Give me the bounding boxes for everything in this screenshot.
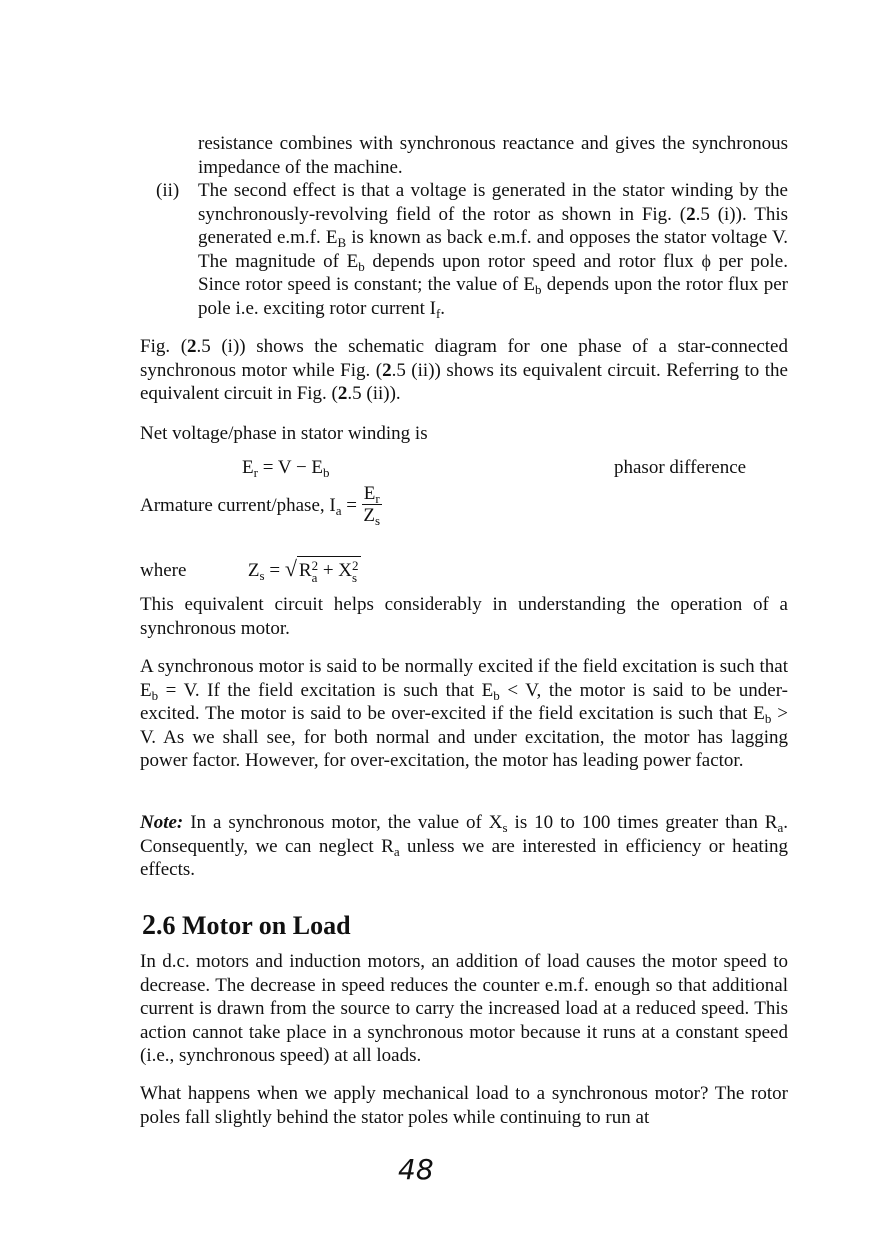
note-label: Note:: [140, 812, 184, 833]
section-heading: [142, 910, 351, 942]
paragraph-equivalent-circuit: This equivalent circuit helps considerably in understanding the operation of a synchronous motor.: [140, 594, 788, 639]
section-number: 2: [142, 910, 156, 941]
net-voltage-intro: Net voltage/phase in stator winding is: [140, 423, 428, 444]
item-ii-text: The second effect is that a voltage is generated in the stator winding by the synchronously-revolving field of the rotor as shown in Fig. (2.5 (i)). This generated e.m.f. $E_B$ is known as back e.m.f. and opposes the stator voltage V. The magnitude of $E_b$ depends upon rotor speed and rotor flux ϕ per pole. Since rotor speed is constant; the value of $E_b$ depends upon the rotor flux per pole i.e. exciting rotor current $I_f$.: [198, 180, 789, 321]
fig-ref: 2: [187, 336, 197, 357]
fig-ref: 2: [382, 359, 392, 381]
net-voltage-equation: $E_r = V - E_b$: [242, 457, 330, 480]
phasor-difference-note: phasor difference: [614, 457, 747, 478]
armature-current-equation: Armature current/phase, $I_a$ = $\frac{E_r}{Z_s}$: [140, 483, 381, 528]
where-label: where: [140, 560, 187, 581]
current-fraction: $\frac{E_r}{Z_s}$: [363, 483, 381, 528]
fig-ref: 2: [686, 203, 696, 225]
fig-ref: 2: [337, 383, 348, 404]
phi-symbol: ϕ: [701, 250, 711, 271]
item-ii-marker: (ii): [156, 180, 180, 201]
square-root: √ R 2 a + X 2 s: [284, 556, 359, 585]
item-i-continuation: resistance combines with synchronous reactance and gives the synchronous impedance of the machine.: [198, 133, 788, 178]
page-number: 48: [398, 1153, 434, 1186]
paragraph-figure-reference: Fig. (2.5 (i)) shows the schematic diagram for one phase of a star-connected synchronous motor while Fig. (2.5 (ii)) shows its equivalent circuit. Referring to the equivalent circuit in Fig. (2.5 (ii)).: [140, 336, 788, 404]
note-paragraph: Note: In a synchronous motor, the value of $X_s$ is 10 to 100 times greater than $R_a$. Consequently, we can neglect $R_a$ unless we are interested in efficiency or heating effects.: [140, 812, 788, 880]
section-title: .6 Motor on Load: [156, 911, 351, 940]
paragraph-motor-load-1: In d.c. motors and induction motors, an addition of load causes the motor speed to decrease. The decrease in speed reduces the counter e.m.f. enough so that additional current is drawn from the source to carry the increased load at a reduced speed. This action cannot take place in a synchronous motor because it runs at a constant speed (i.e., synchronous speed) at all loads.: [140, 951, 788, 1066]
impedance-equation: where $Z_s$ = √ R 2 a + X 2 s: [140, 556, 359, 585]
paragraph-excitation: A synchronous motor is said to be normally excited if the field excitation is such that $E_b = V$. If the field excitation is such that $E_b < V$, the motor is said to be under-excited. The motor is said to be over-excited if the field excitation is such that $E_b > V$. As we shall see, for both normal and under excitation, the motor has lagging power factor. However, for over-excitation, the motor has leading power factor.: [140, 656, 789, 771]
paragraph-motor-load-2: What happens when we apply mechanical load to a synchronous motor? The rotor poles fall slightly behind the stator poles while continuing to run at: [140, 1083, 788, 1128]
